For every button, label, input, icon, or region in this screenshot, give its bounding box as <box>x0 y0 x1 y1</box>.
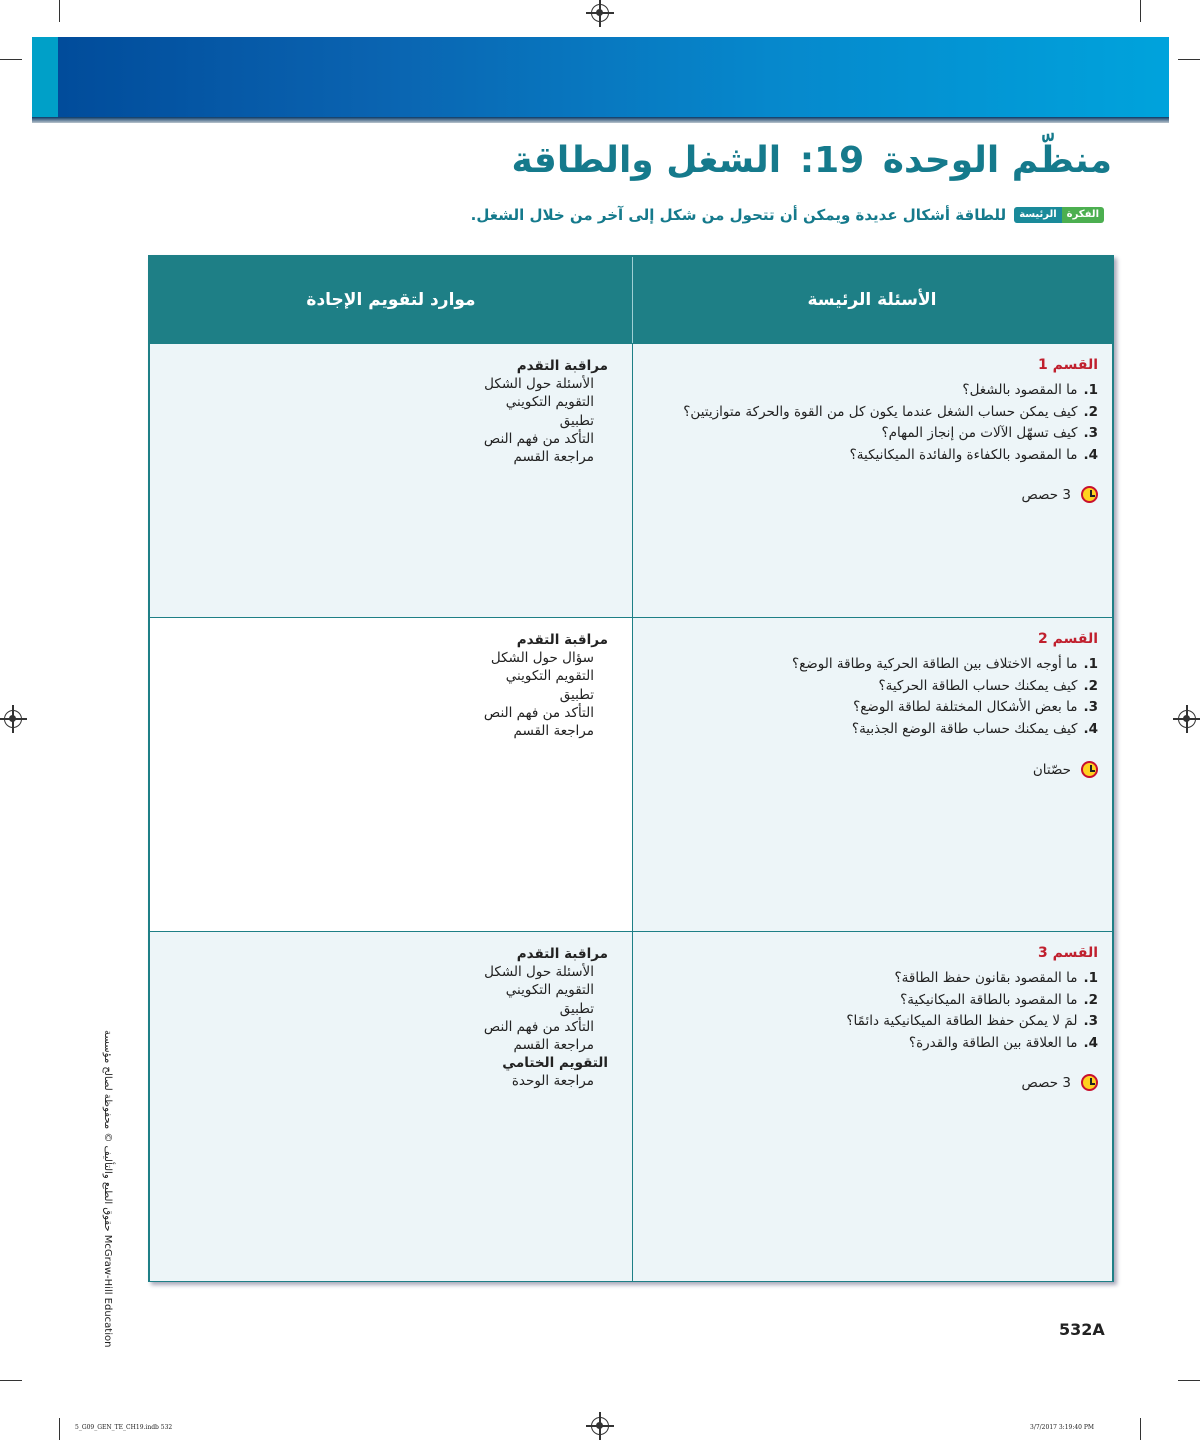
question-item <box>792 676 1098 698</box>
table-header <box>150 257 1112 343</box>
clock-icon <box>1081 761 1098 778</box>
materials-cell <box>150 618 633 932</box>
question-text: ما العلاقة بين الطاقة والقدرة؟ <box>908 1035 1078 1052</box>
question-number: 2. <box>1083 403 1098 420</box>
question-text: ما المقصود بالكفاءة والفائدة الميكانيكية؟ <box>849 447 1078 464</box>
crop-mark <box>1140 1418 1141 1440</box>
lesson-label: القسم 2 <box>1038 631 1098 647</box>
question-list <box>683 380 1098 467</box>
footer-timestamp: 3/7/2017 3:19:40 PM <box>1030 1424 1095 1431</box>
crop-mark <box>1178 59 1200 60</box>
question-item <box>683 423 1098 445</box>
question-number: 1. <box>1083 970 1098 986</box>
organizer-table <box>148 255 1114 1282</box>
registration-mark-icon <box>1178 710 1196 728</box>
materials-item: مراجعة القسم <box>513 1037 594 1054</box>
header-questions: الأسئلة الرئيسة <box>807 290 937 310</box>
crop-mark <box>59 1418 60 1440</box>
question-number: 3. <box>1083 699 1098 716</box>
big-idea <box>471 206 1104 224</box>
materials-item: التقويم التكويني <box>505 982 594 999</box>
materials-item: التأكد من فهم النص <box>483 704 594 721</box>
question-item <box>846 1033 1098 1055</box>
copyright-text: حقوق الطبع والتأليف © محفوظة لصالح مؤسسة McGraw-Hill Education <box>102 1030 113 1348</box>
materials-item: مراجعة الوحدة <box>511 1073 594 1090</box>
materials-item: التأكد من فهم النص <box>483 430 594 447</box>
question-item <box>792 654 1098 676</box>
big-idea-badge <box>1014 207 1104 223</box>
materials-heading-summative: التقويم الختامي <box>502 1055 608 1072</box>
question-text: كيف يمكنك حساب الطاقة الحركية؟ <box>878 677 1078 694</box>
badge-right: الرئيسة <box>1014 207 1061 223</box>
materials-item: مراجعة القسم <box>513 449 594 466</box>
materials-item: التقويم التكويني <box>505 394 594 411</box>
materials-heading: مراقبة التقدم <box>516 632 608 648</box>
header-materials: موارد لتقويم الإجادة <box>306 290 476 310</box>
question-text: كيف تسهّل الآلات من إنجاز المهام؟ <box>881 425 1078 442</box>
question-number: 4. <box>1083 447 1098 464</box>
question-item <box>683 402 1098 424</box>
question-text: ما المقصود بقانون حفظ الطاقة؟ <box>894 970 1078 986</box>
materials-item: تطبيق <box>559 412 594 429</box>
registration-mark-icon <box>4 710 22 728</box>
materials-list <box>484 357 608 466</box>
materials-cell <box>150 932 633 1281</box>
question-item <box>846 968 1098 990</box>
page-number: 532A <box>1059 1320 1105 1339</box>
header-divider <box>632 257 633 343</box>
question-item <box>792 719 1098 741</box>
title-number: 19: <box>799 140 865 181</box>
pacing-text: حصّتان <box>1032 761 1071 778</box>
title-subject: الشغل والطاقة <box>511 140 782 181</box>
question-number: 4. <box>1083 721 1098 738</box>
copyright-side-text <box>102 1030 123 1348</box>
question-text: ما أوجه الاختلاف بين الطاقة الحركية وطاقة الوضع؟ <box>791 656 1078 672</box>
crop-mark <box>59 0 60 22</box>
materials-list <box>484 945 608 1091</box>
question-number: 1. <box>1083 382 1098 398</box>
question-text: ما المقصود بالشغل؟ <box>962 382 1078 398</box>
materials-item: التأكد من فهم النص <box>483 1018 594 1035</box>
table-row <box>150 617 1112 932</box>
question-list <box>792 654 1098 741</box>
materials-heading: مراقبة التقدم <box>516 946 608 962</box>
clock-icon <box>1081 1074 1098 1091</box>
lesson-label: القسم 3 <box>1038 945 1098 961</box>
question-item <box>846 1011 1098 1033</box>
lesson-label: القسم 1 <box>1038 357 1098 373</box>
materials-item: التقويم التكويني <box>505 668 594 685</box>
table-row <box>150 343 1112 618</box>
questions-cell <box>631 344 1112 618</box>
banner-shadow <box>32 117 1169 123</box>
question-number: 3. <box>1083 425 1098 442</box>
title-prefix: منظّم الوحدة <box>882 140 1112 181</box>
question-text: ما بعض الأشكال المختلفة لطاقة الوضع؟ <box>853 699 1078 716</box>
page-title <box>511 140 1112 181</box>
question-text: كيف يمكن حساب الشغل عندما يكون كل من القوة والحركة متوازيتين؟ <box>683 403 1078 420</box>
clock-icon <box>1081 486 1098 503</box>
question-text: كيف يمكنك حساب طاقة الوضع الجذبية؟ <box>851 721 1078 738</box>
materials-item: تطبيق <box>559 1000 594 1017</box>
pacing-text: 3 حصص <box>1021 486 1071 503</box>
question-number: 2. <box>1083 677 1098 694</box>
materials-item: الأسئلة حول الشكل <box>484 376 594 393</box>
registration-mark-icon <box>591 4 609 22</box>
materials-item: تطبيق <box>559 686 594 703</box>
pacing-time <box>1022 486 1098 503</box>
table-row <box>150 931 1112 1281</box>
badge-left: الفكرة <box>1062 207 1104 223</box>
question-number: 3. <box>1083 1013 1098 1030</box>
pacing-time <box>1022 1074 1098 1091</box>
materials-heading: مراقبة التقدم <box>516 358 608 374</box>
question-number: 2. <box>1083 991 1098 1008</box>
pacing-text: 3 حصص <box>1021 1074 1071 1091</box>
footer-file-info: 5_G09_GEN_TE_CH19.indb 532 <box>75 1424 173 1431</box>
question-text: لمَ لا يمكن حفظ الطاقة الميكانيكية دائمًا؟ <box>846 1013 1078 1030</box>
question-item <box>683 445 1098 467</box>
questions-cell <box>631 618 1112 932</box>
pacing-time <box>1033 761 1098 778</box>
question-number: 1. <box>1083 656 1098 672</box>
materials-cell <box>150 344 633 618</box>
question-number: 4. <box>1083 1035 1098 1052</box>
banner-accent <box>32 37 58 117</box>
materials-item: سؤال حول الشكل <box>490 650 594 667</box>
materials-item: الأسئلة حول الشكل <box>484 964 594 981</box>
registration-mark-icon <box>591 1417 609 1435</box>
materials-list <box>484 631 608 740</box>
crop-mark <box>1178 1380 1200 1381</box>
big-idea-text: للطاقة أشكال عديدة ويمكن أن تتحول من شكل إلى آخر من خلال الشغل. <box>470 206 1007 224</box>
crop-mark <box>0 59 22 60</box>
crop-mark <box>1140 0 1141 22</box>
question-item <box>792 697 1098 719</box>
crop-mark <box>0 1380 22 1381</box>
question-item <box>683 380 1098 402</box>
questions-cell <box>631 932 1112 1281</box>
header-banner <box>32 37 1169 117</box>
question-item <box>846 990 1098 1012</box>
question-list <box>846 968 1098 1055</box>
question-text: ما المقصود بالطاقة الميكانيكية؟ <box>900 991 1078 1008</box>
materials-item: مراجعة القسم <box>513 723 594 740</box>
